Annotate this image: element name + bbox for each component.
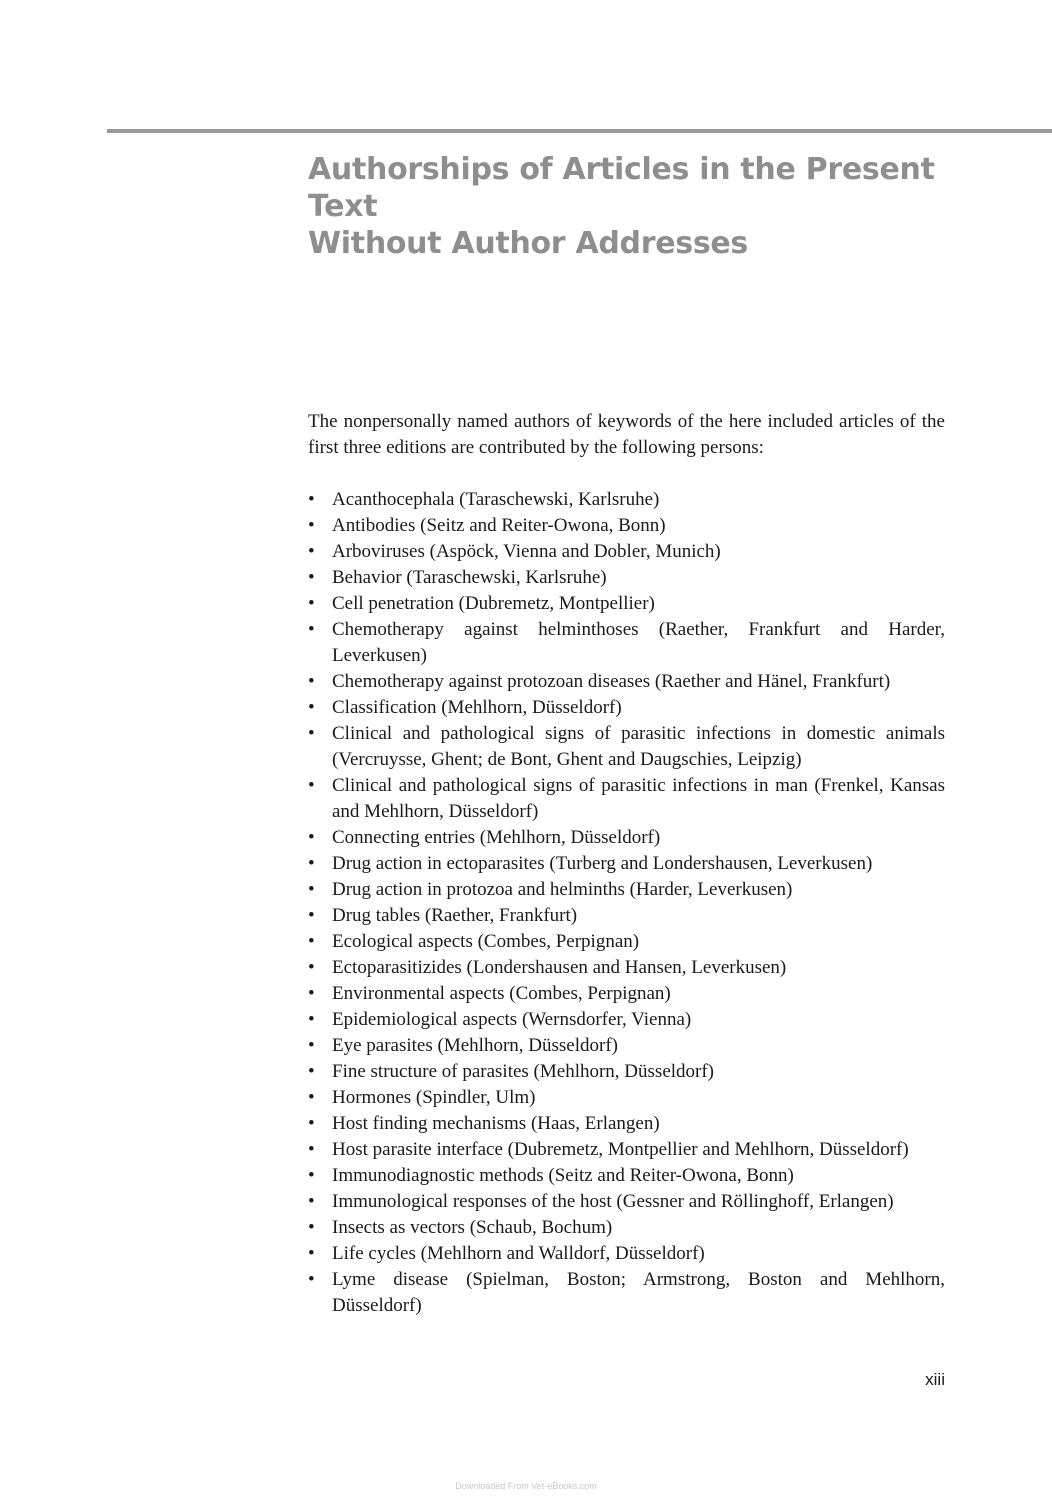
list-item	[308, 1111, 945, 1137]
list-item-text: Hormones (Spindler, Ulm)	[332, 1087, 536, 1108]
list-item-text: Epidemiological aspects (Wernsdorfer, Vienna)	[332, 1009, 692, 1030]
bullet-icon: •	[308, 1035, 315, 1056]
intro-paragraph: The nonpersonally named authors of keywords of the here included articles of the first three editions are contributed by the following persons:	[308, 411, 945, 458]
list-item	[308, 981, 945, 1007]
bullet-icon: •	[308, 853, 315, 874]
list-item-text: Antibodies (Seitz and Reiter-Owona, Bonn)	[332, 515, 666, 536]
list-item-text: Environmental aspects (Combes, Perpignan)	[332, 983, 671, 1004]
list-item	[308, 1215, 945, 1241]
bullet-icon: •	[308, 1113, 315, 1134]
list-item-text: Life cycles (Mehlhorn and Walldorf, Düsseldorf)	[332, 1243, 705, 1264]
list-item	[308, 1241, 945, 1267]
list-item-text: Classification (Mehlhorn, Düsseldorf)	[332, 697, 622, 718]
list-item-text: Connecting entries (Mehlhorn, Düsseldorf)	[332, 827, 661, 848]
header-rule	[107, 129, 1052, 133]
chapter-title-line-1: Authorships of Articles in the Present Text	[308, 152, 935, 224]
list-item-text: Immunodiagnostic methods (Seitz and Reiter-Owona, Bonn)	[332, 1165, 794, 1186]
list-item	[308, 617, 945, 669]
list-item	[308, 1033, 945, 1059]
list-item	[308, 695, 945, 721]
list-item	[308, 591, 945, 617]
list-item-text: Fine structure of parasites (Mehlhorn, Düsseldorf)	[332, 1061, 715, 1082]
bullet-icon: •	[308, 1191, 315, 1212]
list-item-text: Immunological responses of the host (Gessner and Röllinghoff, Erlangen)	[332, 1191, 894, 1212]
list-item	[308, 877, 945, 903]
list-item-text: Ectoparasitizides (Londershausen and Hansen, Leverkusen)	[332, 957, 787, 978]
bullet-icon: •	[308, 879, 315, 900]
bullet-icon: •	[308, 1139, 315, 1160]
bullet-icon: •	[308, 1061, 315, 1082]
list-item	[308, 487, 945, 513]
download-watermark: Downloaded From Vet-eBooks.com	[455, 1481, 597, 1491]
list-item	[308, 851, 945, 877]
list-item-text: Ecological aspects (Combes, Perpignan)	[332, 931, 640, 952]
bullet-icon: •	[308, 775, 315, 796]
list-item	[308, 513, 945, 539]
chapter-title	[308, 151, 1008, 262]
page-number: xiii	[925, 1370, 945, 1389]
list-item-text: Lyme disease (Spielman, Boston; Armstrong, Boston and Mehlhorn, Düsseldorf)	[332, 1269, 945, 1316]
list-item-text: Host parasite interface (Dubremetz, Montpellier and Mehlhorn, Düsseldorf)	[332, 1139, 909, 1160]
list-item	[308, 955, 945, 981]
bullet-icon: •	[308, 1165, 315, 1186]
list-item	[308, 669, 945, 695]
list-item-text: Chemotherapy against helminthoses (Raether, Frankfurt and Harder, Leverkusen)	[332, 619, 945, 666]
bullet-icon: •	[308, 957, 315, 978]
list-item-text: Clinical and pathological signs of parasitic infections in man (Frenkel, Kansas and Mehlhorn, Düsseldorf)	[332, 775, 945, 822]
list-item-text: Arboviruses (Aspöck, Vienna and Dobler, Munich)	[332, 541, 721, 562]
chapter-title-line-2: Without Author Addresses	[308, 226, 748, 261]
bullet-icon: •	[308, 1269, 315, 1290]
list-item	[308, 721, 945, 773]
bullet-icon: •	[308, 1243, 315, 1264]
bullet-icon: •	[308, 671, 315, 692]
bullet-icon: •	[308, 567, 315, 588]
list-item	[308, 1059, 945, 1085]
list-item	[308, 1189, 945, 1215]
bullet-icon: •	[308, 1217, 315, 1238]
list-item	[308, 929, 945, 955]
bullet-icon: •	[308, 723, 315, 744]
bullet-icon: •	[308, 593, 315, 614]
list-item	[308, 1267, 945, 1319]
list-item-text: Clinical and pathological signs of parasitic infections in domestic animals (Vercruysse, Ghent; de Bont, Ghent and Daugschies, Leipzig)	[332, 723, 945, 770]
list-item	[308, 1085, 945, 1111]
list-item	[308, 565, 945, 591]
list-item-text: Host finding mechanisms (Haas, Erlangen)	[332, 1113, 660, 1134]
bullet-icon: •	[308, 983, 315, 1004]
list-item-text: Drug action in protozoa and helminths (Harder, Leverkusen)	[332, 879, 793, 900]
list-item	[308, 1137, 945, 1163]
list-item	[308, 539, 945, 565]
list-item-text: Cell penetration (Dubremetz, Montpellier)	[332, 593, 655, 614]
bullet-icon: •	[308, 541, 315, 562]
list-item-text: Acanthocephala (Taraschewski, Karlsruhe)	[332, 489, 660, 510]
list-item-text: Eye parasites (Mehlhorn, Düsseldorf)	[332, 1035, 618, 1056]
list-item	[308, 903, 945, 929]
list-item	[308, 773, 945, 825]
list-item	[308, 825, 945, 851]
list-item-text: Behavior (Taraschewski, Karlsruhe)	[332, 567, 607, 588]
list-item-text: Chemotherapy against protozoan diseases (Raether and Hänel, Frankfurt)	[332, 671, 891, 692]
bullet-icon: •	[308, 931, 315, 952]
bullet-icon: •	[308, 619, 315, 640]
list-item	[308, 1007, 945, 1033]
bullet-icon: •	[308, 1087, 315, 1108]
list-item-text: Drug action in ectoparasites (Turberg and Londershausen, Leverkusen)	[332, 853, 873, 874]
list-item	[308, 1163, 945, 1189]
bullet-icon: •	[308, 515, 315, 536]
list-item-text: Insects as vectors (Schaub, Bochum)	[332, 1217, 613, 1238]
list-item-text: Drug tables (Raether, Frankfurt)	[332, 905, 578, 926]
bullet-icon: •	[308, 1009, 315, 1030]
authorship-list	[308, 487, 945, 1319]
bullet-icon: •	[308, 697, 315, 718]
bullet-icon: •	[308, 489, 315, 510]
bullet-icon: •	[308, 905, 315, 926]
bullet-icon: •	[308, 827, 315, 848]
